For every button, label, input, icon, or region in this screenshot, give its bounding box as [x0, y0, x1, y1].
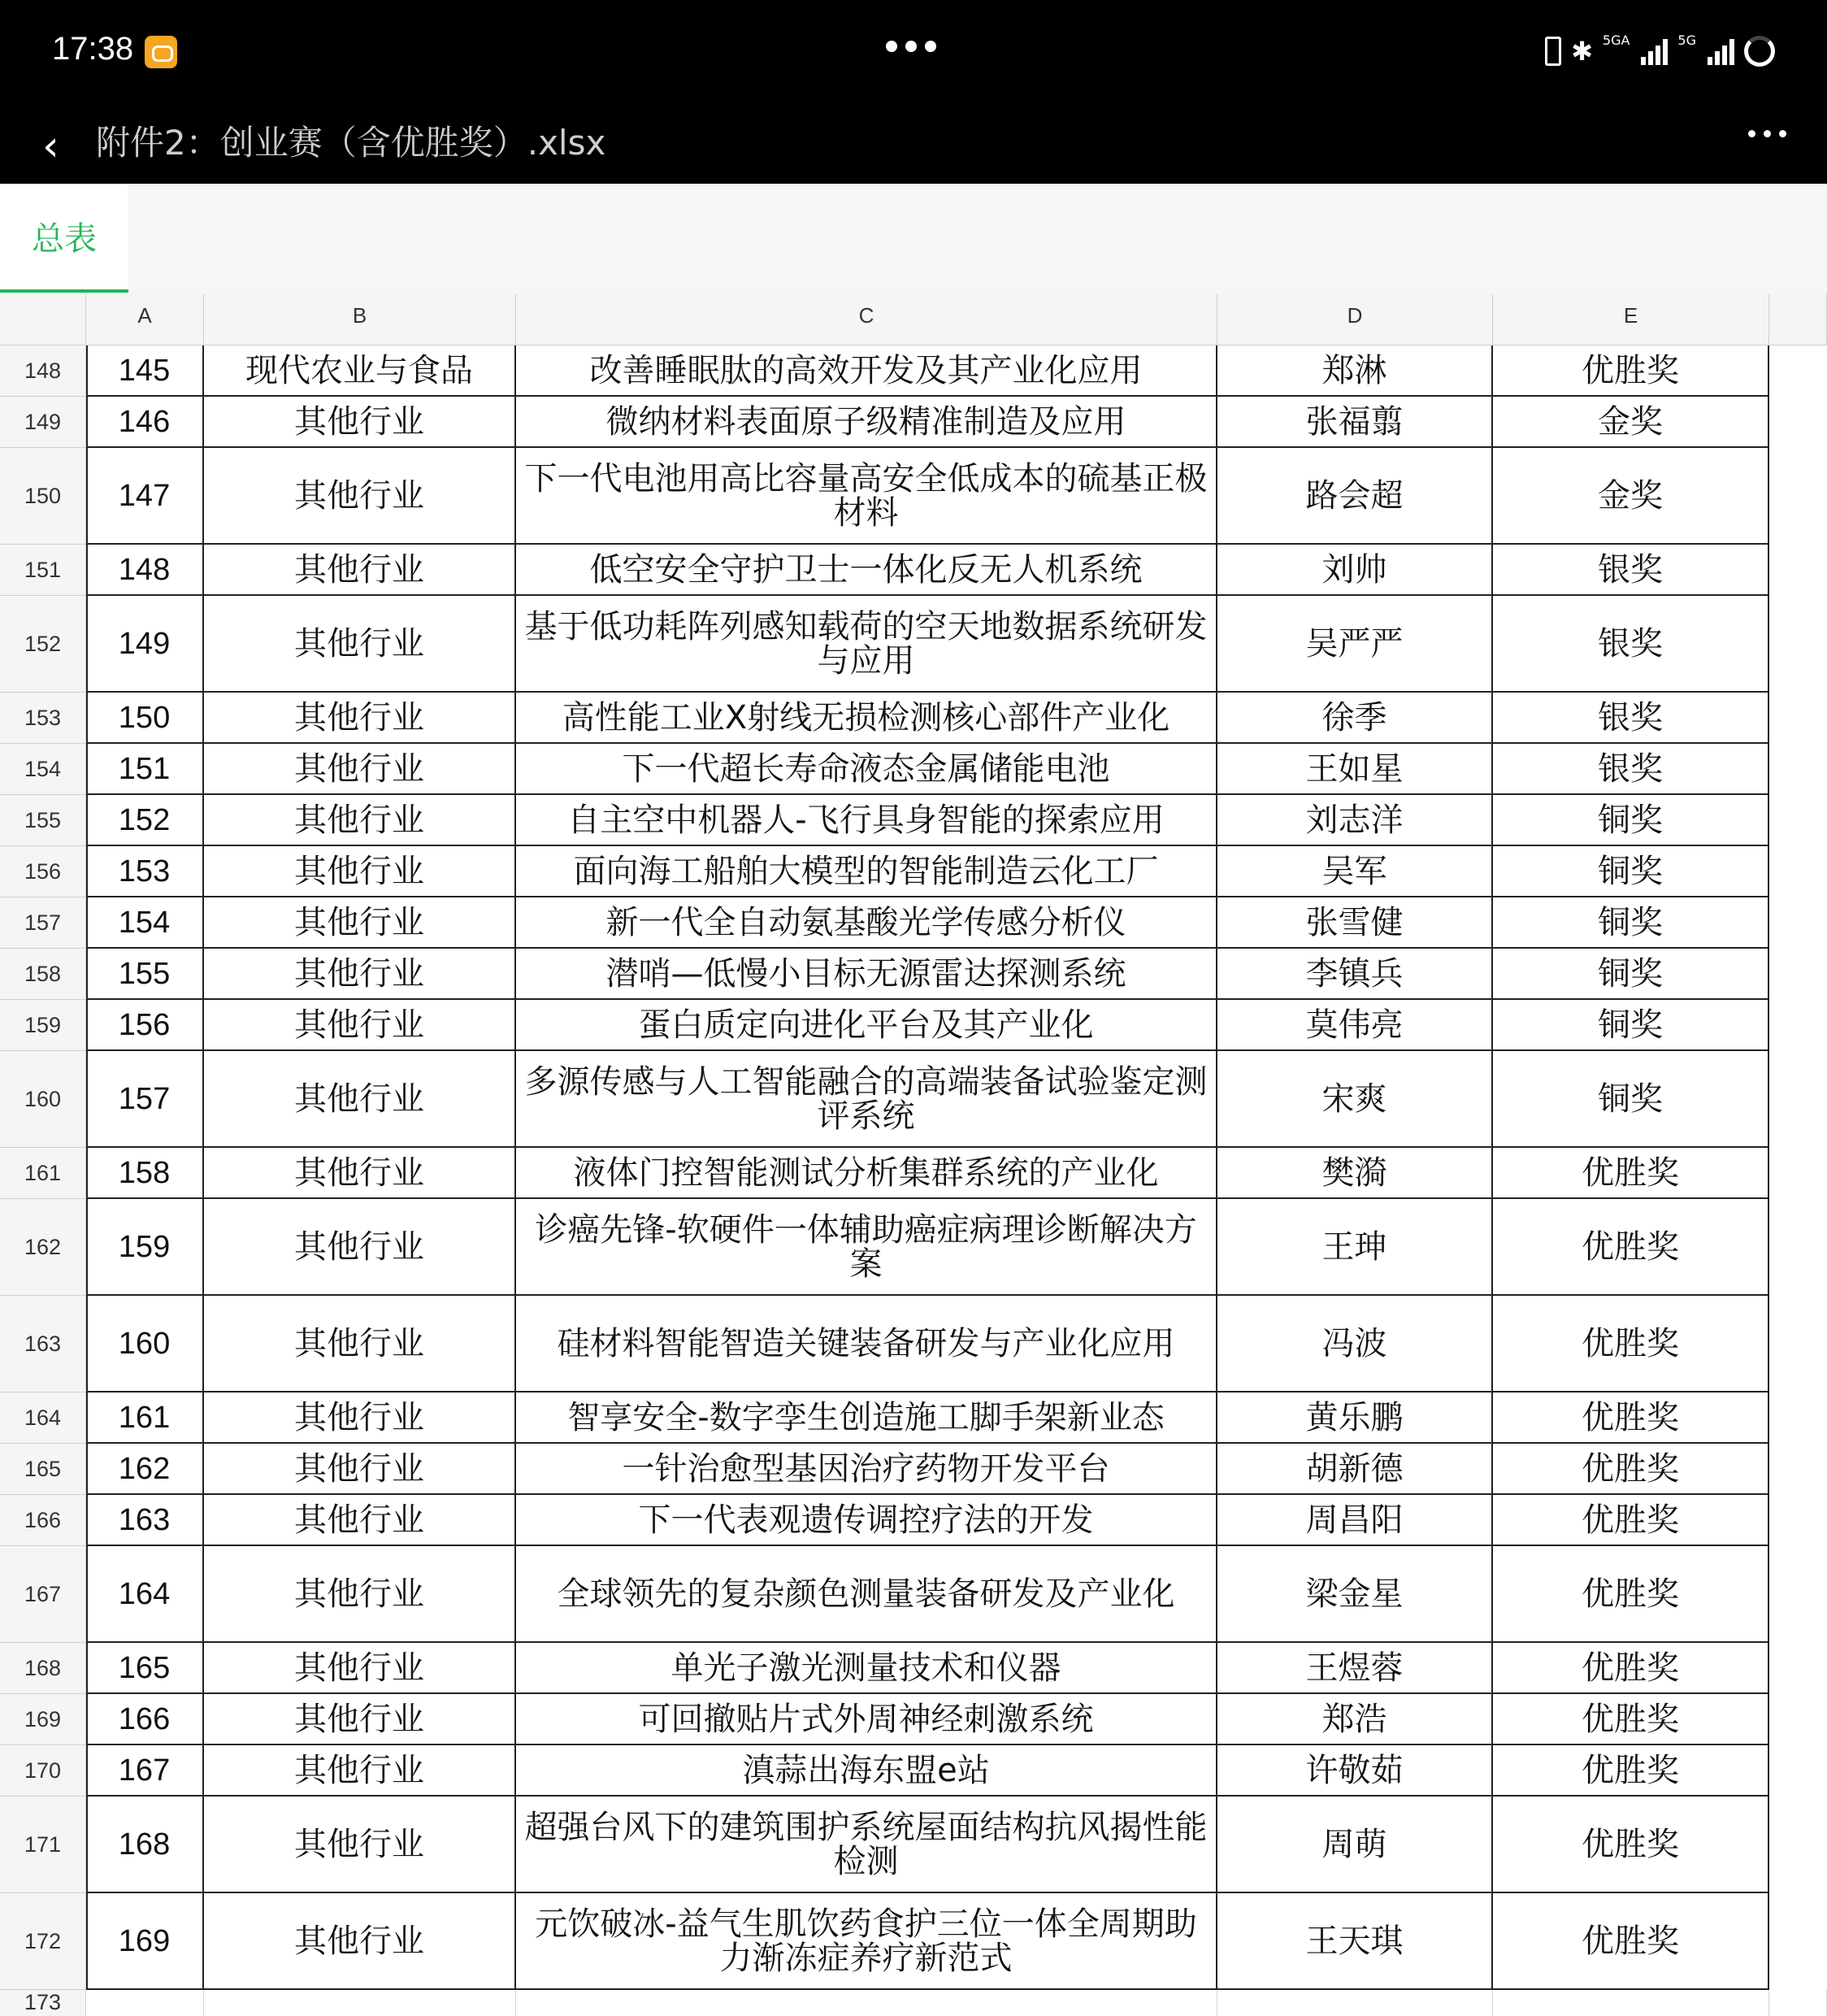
cell-c[interactable]: 液体门控智能测试分析集群系统的产业化 — [516, 1148, 1217, 1199]
row-header[interactable]: 162 — [0, 1199, 86, 1296]
empty-cell[interactable] — [1217, 1990, 1493, 2016]
cell-c[interactable]: 低空安全守护卫士一体化反无人机系统 — [516, 545, 1217, 596]
cell-e[interactable]: 优胜奖 — [1493, 1393, 1769, 1444]
cell-c[interactable]: 智享安全-数字孪生创造施工脚手架新业态 — [516, 1393, 1217, 1444]
cell-d[interactable]: 王如星 — [1217, 744, 1493, 795]
row-header[interactable]: 168 — [0, 1643, 86, 1694]
row-header[interactable]: 158 — [0, 949, 86, 1000]
status-more-dots-icon — [886, 41, 936, 52]
cell-e[interactable]: 优胜奖 — [1493, 1893, 1769, 1990]
cell-c[interactable]: 微纳材料表面原子级精准制造及应用 — [516, 397, 1217, 448]
cell-e[interactable]: 优胜奖 — [1493, 345, 1769, 397]
cell-b[interactable]: 其他行业 — [204, 397, 516, 448]
cell-b[interactable]: 其他行业 — [204, 1199, 516, 1296]
cell-b[interactable]: 其他行业 — [204, 846, 516, 897]
cell-e[interactable]: 银奖 — [1493, 596, 1769, 693]
cell-e[interactable]: 优胜奖 — [1493, 1495, 1769, 1546]
cell-c[interactable]: 下一代表观遗传调控疗法的开发 — [516, 1495, 1217, 1546]
cell-b[interactable]: 其他行业 — [204, 1000, 516, 1051]
notification-app-icon — [145, 36, 177, 68]
cell-a[interactable]: 168 — [86, 1797, 204, 1893]
cell-d[interactable]: 黄乐鹏 — [1217, 1393, 1493, 1444]
row-header[interactable]: 161 — [0, 1148, 86, 1199]
cell-b[interactable]: 其他行业 — [204, 1051, 516, 1148]
row-header[interactable]: 151 — [0, 545, 86, 596]
cell-b[interactable]: 其他行业 — [204, 693, 516, 744]
column-header-d[interactable]: D — [1217, 294, 1493, 345]
column-header-a[interactable]: A — [86, 294, 204, 345]
spreadsheet-grid[interactable] — [0, 294, 1827, 2016]
cell-e[interactable]: 铜奖 — [1493, 897, 1769, 949]
cell-b[interactable]: 现代农业与食品 — [204, 345, 516, 397]
cell-b[interactable]: 其他行业 — [204, 1797, 516, 1893]
cell-e[interactable]: 金奖 — [1493, 397, 1769, 448]
cell-b[interactable]: 其他行业 — [204, 1546, 516, 1643]
cell-a[interactable]: 156 — [86, 1000, 204, 1051]
cell-c[interactable]: 诊癌先锋-软硬件一体辅助癌症病理诊断解决方案 — [516, 1199, 1217, 1296]
empty-cell[interactable] — [1493, 1990, 1769, 2016]
network-type-2: 5G — [1677, 33, 1696, 48]
cell-d[interactable]: 樊漪 — [1217, 1148, 1493, 1199]
signal-2-icon — [1708, 37, 1734, 65]
cell-c[interactable]: 自主空中机器人-飞行具身智能的探索应用 — [516, 795, 1217, 846]
cell-d[interactable]: 周萌 — [1217, 1797, 1493, 1893]
cell-c[interactable]: 多源传感与人工智能融合的高端装备试验鉴定测评系统 — [516, 1051, 1217, 1148]
cell-b[interactable]: 其他行业 — [204, 448, 516, 545]
clock: 17:38 — [52, 31, 134, 67]
cell-d[interactable]: 郑淋 — [1217, 345, 1493, 397]
cell-d[interactable]: 宋爽 — [1217, 1051, 1493, 1148]
cell-d[interactable]: 王天琪 — [1217, 1893, 1493, 1990]
cell-e[interactable]: 铜奖 — [1493, 795, 1769, 846]
cell-b[interactable]: 其他行业 — [204, 1444, 516, 1495]
cell-b[interactable]: 其他行业 — [204, 1393, 516, 1444]
row-header[interactable]: 150 — [0, 448, 86, 545]
cell-a[interactable]: 152 — [86, 795, 204, 846]
tab-sheet-summary[interactable]: 总表 — [0, 184, 128, 293]
cell-e[interactable]: 优胜奖 — [1493, 1745, 1769, 1797]
network-type-1: 5GA — [1602, 33, 1630, 48]
back-arrow-icon[interactable]: ‹ — [42, 122, 59, 171]
cell-c[interactable]: 超强台风下的建筑围护系统屋面结构抗风揭性能检测 — [516, 1797, 1217, 1893]
cell-c[interactable]: 下一代超长寿命液态金属储能电池 — [516, 744, 1217, 795]
cell-c[interactable]: 高性能工业X射线无损检测核心部件产业化 — [516, 693, 1217, 744]
cell-c[interactable]: 可回撤贴片式外周神经刺激系统 — [516, 1694, 1217, 1745]
cell-e[interactable]: 金奖 — [1493, 448, 1769, 545]
row-header[interactable]: 171 — [0, 1797, 86, 1893]
row-header[interactable]: 165 — [0, 1444, 86, 1495]
cell-c[interactable]: 全球领先的复杂颜色测量装备研发及产业化 — [516, 1546, 1217, 1643]
cell-a[interactable]: 158 — [86, 1148, 204, 1199]
row-header[interactable]: 155 — [0, 795, 86, 846]
battery-ring-icon — [1744, 36, 1775, 67]
cell-e[interactable]: 铜奖 — [1493, 1051, 1769, 1148]
cell-e[interactable]: 铜奖 — [1493, 846, 1769, 897]
cell-a[interactable]: 145 — [86, 345, 204, 397]
cell-a[interactable]: 169 — [86, 1893, 204, 1990]
cell-a[interactable]: 150 — [86, 693, 204, 744]
row-header[interactable]: 157 — [0, 897, 86, 949]
cell-d[interactable]: 刘志洋 — [1217, 795, 1493, 846]
empty-cell[interactable] — [204, 1990, 516, 2016]
column-header-row — [0, 294, 1827, 345]
cell-d[interactable]: 莫伟亮 — [1217, 1000, 1493, 1051]
cell-b[interactable]: 其他行业 — [204, 1694, 516, 1745]
row-header[interactable]: 164 — [0, 1393, 86, 1444]
cell-a[interactable]: 146 — [86, 397, 204, 448]
cell-e[interactable]: 优胜奖 — [1493, 1199, 1769, 1296]
cell-a[interactable]: 159 — [86, 1199, 204, 1296]
cell-d[interactable]: 吴严严 — [1217, 596, 1493, 693]
cell-e[interactable]: 铜奖 — [1493, 949, 1769, 1000]
status-bar — [0, 0, 1827, 106]
cell-b[interactable]: 其他行业 — [204, 1643, 516, 1694]
cell-c[interactable]: 蛋白质定向进化平台及其产业化 — [516, 1000, 1217, 1051]
cell-c[interactable]: 硅材料智能智造关键装备研发与产业化应用 — [516, 1296, 1217, 1393]
cell-e[interactable]: 银奖 — [1493, 693, 1769, 744]
cell-b[interactable]: 其他行业 — [204, 744, 516, 795]
cell-c[interactable]: 一针治愈型基因治疗药物开发平台 — [516, 1444, 1217, 1495]
signal-1-icon — [1641, 37, 1668, 65]
row-header[interactable]: 172 — [0, 1893, 86, 1990]
row-header[interactable]: 167 — [0, 1546, 86, 1643]
row-header[interactable]: 169 — [0, 1694, 86, 1745]
cell-d[interactable]: 路会超 — [1217, 448, 1493, 545]
bluetooth-icon: ✱ — [1571, 36, 1593, 67]
cell-a[interactable]: 165 — [86, 1643, 204, 1694]
cell-d[interactable]: 张福翦 — [1217, 397, 1493, 448]
cell-e[interactable]: 优胜奖 — [1493, 1694, 1769, 1745]
cell-a[interactable]: 148 — [86, 545, 204, 596]
cell-e[interactable]: 银奖 — [1493, 545, 1769, 596]
column-header-b[interactable]: B — [204, 294, 516, 345]
cell-d[interactable]: 张雪健 — [1217, 897, 1493, 949]
cell-c[interactable]: 面向海工船舶大模型的智能制造云化工厂 — [516, 846, 1217, 897]
cell-b[interactable]: 其他行业 — [204, 545, 516, 596]
table-left-border — [86, 345, 88, 1990]
cell-b[interactable]: 其他行业 — [204, 1893, 516, 1990]
cell-a[interactable]: 153 — [86, 846, 204, 897]
empty-cell[interactable] — [86, 1990, 204, 2016]
cell-b[interactable]: 其他行业 — [204, 1148, 516, 1199]
cell-b[interactable]: 其他行业 — [204, 1495, 516, 1546]
cell-e[interactable]: 优胜奖 — [1493, 1797, 1769, 1893]
cell-b[interactable]: 其他行业 — [204, 596, 516, 693]
cell-c[interactable]: 下一代电池用高比容量高安全低成本的硫基正极材料 — [516, 448, 1217, 545]
cell-a[interactable]: 162 — [86, 1444, 204, 1495]
row-header[interactable]: 170 — [0, 1745, 86, 1797]
title-bar — [0, 106, 1827, 184]
cell-c[interactable]: 元饮破冰-益气生肌饮药食护三位一体全周期助力渐冻症养疗新范式 — [516, 1893, 1217, 1990]
cell-d[interactable]: 冯波 — [1217, 1296, 1493, 1393]
cell-d[interactable]: 王煜蓉 — [1217, 1643, 1493, 1694]
cell-e[interactable]: 优胜奖 — [1493, 1444, 1769, 1495]
row-header[interactable]: 153 — [0, 693, 86, 744]
cell-d[interactable]: 李镇兵 — [1217, 949, 1493, 1000]
cell-e[interactable]: 优胜奖 — [1493, 1643, 1769, 1694]
cell-b[interactable]: 其他行业 — [204, 1296, 516, 1393]
column-header-e[interactable]: E — [1493, 294, 1769, 345]
vibrate-icon — [1545, 37, 1561, 66]
row-header[interactable]: 166 — [0, 1495, 86, 1546]
cell-a[interactable]: 147 — [86, 448, 204, 545]
cell-d[interactable]: 徐季 — [1217, 693, 1493, 744]
cell-d[interactable]: 吴军 — [1217, 846, 1493, 897]
cell-a[interactable]: 161 — [86, 1393, 204, 1444]
cell-d[interactable]: 胡新德 — [1217, 1444, 1493, 1495]
cell-e[interactable]: 银奖 — [1493, 744, 1769, 795]
cell-a[interactable]: 167 — [86, 1745, 204, 1797]
cell-d[interactable]: 梁金星 — [1217, 1546, 1493, 1643]
column-header-c[interactable]: C — [516, 294, 1217, 345]
cell-c[interactable]: 新一代全自动氨基酸光学传感分析仪 — [516, 897, 1217, 949]
empty-cell[interactable] — [1769, 1990, 1827, 2016]
cell-a[interactable]: 157 — [86, 1051, 204, 1148]
column-header-blank — [1769, 294, 1827, 345]
cell-b[interactable]: 其他行业 — [204, 1745, 516, 1797]
row-header[interactable]: 149 — [0, 397, 86, 448]
cell-a[interactable]: 166 — [86, 1694, 204, 1745]
cell-e[interactable]: 优胜奖 — [1493, 1148, 1769, 1199]
file-title: 附件2：创业赛（含优胜奖）.xlsx — [96, 123, 606, 163]
cell-d[interactable]: 郑浩 — [1217, 1694, 1493, 1745]
row-header[interactable]: 163 — [0, 1296, 86, 1393]
cell-d[interactable]: 刘帅 — [1217, 545, 1493, 596]
cell-a[interactable]: 155 — [86, 949, 204, 1000]
cell-a[interactable]: 151 — [86, 744, 204, 795]
row-header[interactable]: 160 — [0, 1051, 86, 1148]
cell-d[interactable]: 周昌阳 — [1217, 1495, 1493, 1546]
row-header[interactable]: 152 — [0, 596, 86, 693]
cell-b[interactable]: 其他行业 — [204, 795, 516, 846]
cell-c[interactable]: 滇蒜出海东盟e站 — [516, 1745, 1217, 1797]
empty-cell[interactable] — [516, 1990, 1217, 2016]
row-header[interactable]: 159 — [0, 1000, 86, 1051]
status-icons — [1545, 33, 1775, 70]
cell-c[interactable]: 基于低功耗阵列感知载荷的空天地数据系统研发与应用 — [516, 596, 1217, 693]
cell-e[interactable]: 优胜奖 — [1493, 1296, 1769, 1393]
cell-c[interactable]: 单光子激光测量技术和仪器 — [516, 1643, 1217, 1694]
cell-d[interactable]: 许敬茹 — [1217, 1745, 1493, 1797]
cell-a[interactable]: 163 — [86, 1495, 204, 1546]
cell-a[interactable]: 149 — [86, 596, 204, 693]
cell-a[interactable]: 160 — [86, 1296, 204, 1393]
sheet-tab-bar — [0, 184, 1827, 295]
cell-b[interactable]: 其他行业 — [204, 897, 516, 949]
more-options-icon[interactable] — [1748, 130, 1786, 137]
cell-e[interactable]: 铜奖 — [1493, 1000, 1769, 1051]
row-header[interactable]: 156 — [0, 846, 86, 897]
row-header[interactable]: 154 — [0, 744, 86, 795]
cell-d[interactable]: 王珅 — [1217, 1199, 1493, 1296]
cell-e[interactable]: 优胜奖 — [1493, 1546, 1769, 1643]
cell-c[interactable]: 改善睡眠肽的高效开发及其产业化应用 — [516, 345, 1217, 397]
select-all-corner[interactable] — [0, 294, 86, 345]
row-header[interactable]: 173 — [0, 1990, 86, 2016]
cell-c[interactable]: 潜哨—低慢小目标无源雷达探测系统 — [516, 949, 1217, 1000]
cell-a[interactable]: 154 — [86, 897, 204, 949]
cell-a[interactable]: 164 — [86, 1546, 204, 1643]
row-header[interactable]: 148 — [0, 345, 86, 397]
cell-b[interactable]: 其他行业 — [204, 949, 516, 1000]
